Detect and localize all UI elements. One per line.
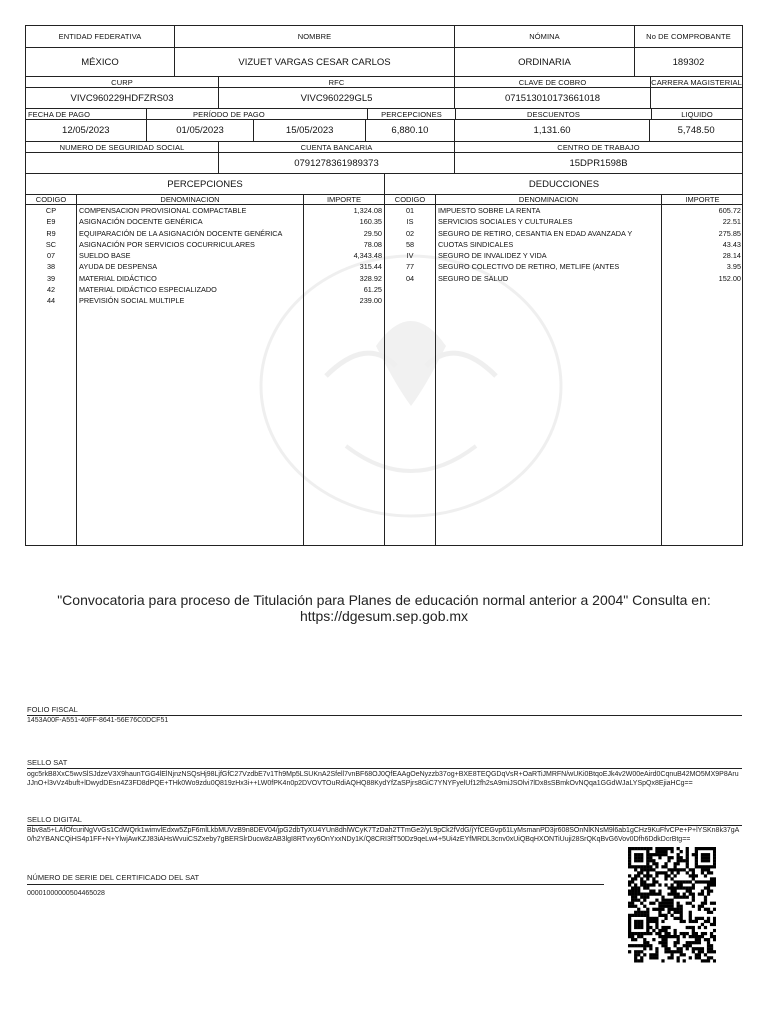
deduccion-codigo-cell: IV bbox=[406, 251, 414, 261]
percepcion-codigo-cell: 38 bbox=[46, 262, 56, 272]
percepcion-codigo-cell: SC bbox=[45, 239, 57, 249]
perc-codigo-header: CODIGO bbox=[26, 195, 76, 205]
header-row-3 bbox=[26, 77, 742, 88]
deduccion-importe-cell: 3.95 bbox=[726, 262, 741, 272]
percepcion-denominacion-cell: ASIGNACIÓN DOCENTE GENÉRICA bbox=[79, 217, 203, 227]
centro-value: 15DPR1598B bbox=[569, 157, 628, 169]
periodo-inicio-value: 01/05/2023 bbox=[147, 120, 255, 141]
percepciones-label: PERCEPCIONES bbox=[367, 109, 456, 119]
percepcion-codigo-cell: 42 bbox=[46, 285, 56, 295]
deduccion-codigo-cell: 77 bbox=[405, 262, 415, 272]
nombre-value: VIZUET VARGAS CESAR CARLOS bbox=[175, 48, 455, 76]
nomina-label: NÓMINA bbox=[455, 26, 635, 47]
periodo-pago-label: PERÍODO DE PAGO bbox=[193, 109, 265, 119]
descuentos-label: DESCUENTOS bbox=[456, 109, 652, 119]
nss-value bbox=[26, 153, 219, 173]
header-row-7 bbox=[26, 142, 742, 153]
percepcion-importe-cell: 29.50 bbox=[363, 228, 382, 238]
percepcion-importe-cell: 160.35 bbox=[359, 217, 382, 227]
deduccion-denominacion-cell: SERVICIOS SOCIALES Y CULTURALES bbox=[438, 217, 573, 227]
folio-fiscal-label: FOLIO FISCAL bbox=[27, 705, 78, 714]
ded-codigo-column bbox=[385, 195, 436, 545]
deduccion-importe-cell: 28.14 bbox=[722, 251, 741, 261]
percepcion-denominacion-cell: AYUDA DE DESPENSA bbox=[79, 262, 158, 272]
centro-label: CENTRO DE TRABAJO bbox=[557, 142, 640, 152]
deduccion-denominacion-cell: SEGURO DE SALUD bbox=[438, 273, 509, 283]
deduccion-codigo-cell: IS bbox=[406, 217, 414, 227]
header-row-1 bbox=[26, 26, 742, 48]
descuentos-value: 1,131.60 bbox=[455, 120, 650, 141]
perc-codigo-column bbox=[26, 195, 77, 545]
percepciones-title: PERCEPCIONES bbox=[26, 174, 384, 195]
deduccion-importe-cell: 152.00 bbox=[718, 273, 741, 283]
percepcion-codigo-cell: 07 bbox=[46, 251, 56, 261]
percepcion-denominacion-cell: PREVISIÓN SOCIAL MULTIPLE bbox=[79, 296, 185, 306]
certificado-value: 00001000000504465028 bbox=[27, 890, 105, 897]
nomina-value: ORDINARIA bbox=[455, 48, 635, 76]
deducciones-title: DEDUCCIONES bbox=[385, 174, 743, 195]
header-row-4 bbox=[26, 88, 742, 109]
deduccion-denominacion-cell: SEGURO DE INVALIDEZ Y VIDA bbox=[438, 251, 547, 261]
header-row-8 bbox=[26, 153, 742, 174]
curp-value: VIVC960229HDFZRS03 bbox=[26, 88, 219, 108]
cuenta-label: CUENTA BANCARIA bbox=[219, 142, 455, 152]
deduccion-importe-cell: 22.51 bbox=[722, 217, 741, 227]
percepcion-importe-cell: 1,324.08 bbox=[353, 206, 382, 215]
deduccion-denominacion-cell: SEGURO DE RETIRO, CESANTIA EN EDAD AVANZADA Y bbox=[438, 228, 633, 238]
sello-digital-label: SELLO DIGITAL bbox=[27, 815, 82, 824]
deduccion-denominacion-cell: IMPUESTO SOBRE LA RENTA bbox=[438, 206, 541, 215]
percepciones-panel bbox=[26, 174, 385, 545]
percepcion-codigo-cell: R9 bbox=[46, 228, 56, 238]
percepcion-codigo-cell: 44 bbox=[46, 296, 56, 306]
ded-codigo-header: CODIGO bbox=[385, 195, 435, 205]
notice-line-1: "Convocatoria para proceso de Titulación para Planes de educación normal anterior a 2004" Consulta en: bbox=[57, 592, 711, 608]
clave-cobro-value: 071513010173661018 bbox=[455, 88, 651, 108]
percepcion-denominacion-cell: ASIGNACIÓN POR SERVICIOS COCURRICULARES bbox=[79, 239, 255, 249]
curp-label: CURP bbox=[26, 77, 219, 87]
percepcion-denominacion-cell: COMPENSACION PROVISIONAL COMPACTABLE bbox=[79, 206, 247, 215]
deduccion-codigo-cell: 58 bbox=[405, 239, 415, 249]
percepcion-codigo-cell: E9 bbox=[46, 217, 56, 227]
carrera-label: CARRERA MAGISTERIAL bbox=[651, 77, 742, 87]
deduccion-codigo-cell: 02 bbox=[405, 228, 415, 238]
carrera-value bbox=[651, 88, 742, 108]
deduccion-codigo-cell: 01 bbox=[405, 206, 415, 215]
deducciones-panel bbox=[385, 174, 743, 545]
nombre-label: NOMBRE bbox=[175, 26, 455, 47]
certificado-divider bbox=[27, 884, 604, 885]
perc-importe-header: IMPORTE bbox=[304, 195, 384, 205]
header-row-2 bbox=[26, 48, 742, 77]
notice-link[interactable]: https://dgesum.sep.gob.mx bbox=[299, 608, 469, 624]
entidad-value: MÉXICO bbox=[26, 48, 175, 76]
percepcion-denominacion-cell: MATERIAL DIDÁCTICO bbox=[79, 273, 157, 283]
sello-sat-divider bbox=[27, 768, 742, 769]
entidad-label: ENTIDAD FEDERATIVA bbox=[26, 26, 175, 47]
sello-sat-label: SELLO SAT bbox=[27, 758, 68, 767]
clave-cobro-label: CLAVE DE COBRO bbox=[455, 77, 651, 87]
percepcion-denominacion-cell: EQUIPARACIÓN DE LA ASIGNACIÓN DOCENTE GENÉRICA bbox=[79, 228, 283, 238]
perc-denominacion-header: DENOMINACION bbox=[77, 195, 303, 205]
detail-section bbox=[26, 174, 742, 545]
cuenta-value: 0791278361989373 bbox=[219, 153, 455, 173]
percepcion-importe-cell: 239.00 bbox=[359, 296, 382, 306]
header-row-6 bbox=[26, 120, 742, 142]
ded-denominacion-header: DENOMINACION bbox=[436, 195, 661, 205]
deduccion-importe-cell: 275.85 bbox=[718, 228, 741, 238]
perc-denominacion-column bbox=[77, 195, 304, 545]
deduccion-denominacion-cell: SEGURO COLECTIVO DE RETIRO, METLIFE (ANTES bbox=[438, 262, 620, 272]
ded-importe-column bbox=[662, 195, 743, 545]
folio-fiscal-value: 1453A00F-A551-40FF-8641-56E76C0DCF51 bbox=[27, 717, 169, 724]
header-row-5 bbox=[26, 109, 742, 120]
certificado-label: NÚMERO DE SERIE DEL CERTIFICADO DEL SAT bbox=[27, 873, 200, 882]
percepcion-codigo-cell: 39 bbox=[46, 273, 56, 283]
percepciones-value: 6,880.10 bbox=[366, 120, 455, 141]
percepcion-importe-cell: 328.92 bbox=[359, 273, 382, 283]
fecha-pago-label: FECHA DE PAGO bbox=[26, 109, 147, 119]
percepcion-denominacion-cell: MATERIAL DIDÁCTICO ESPECIALIZADO bbox=[79, 285, 217, 295]
deduccion-codigo-cell: 04 bbox=[405, 273, 415, 283]
convocatoria-notice bbox=[40, 592, 728, 624]
percepcion-importe-cell: 78.08 bbox=[363, 239, 382, 249]
percepcion-denominacion-cell: SUELDO BASE bbox=[79, 251, 131, 261]
payroll-table bbox=[25, 25, 743, 546]
rfc-value: VIVC960229GL5 bbox=[219, 88, 455, 108]
rfc-label: RFC bbox=[219, 77, 455, 87]
deduccion-importe-cell: 43.43 bbox=[722, 239, 741, 249]
sello-digital-value: Bbv8a5+LAfOfcuriNgVvGs1CdWQrk1wimvlEdxw5ZpF6mlLkbMUVzB9n8DEV04/jpG2dbTyXU4YUn8dhlWCyK7TzDah2TTmGe2/yL9pCk2fVdG/jYfCEGvp61LyMsmanPD3jr608SOnNlKNsM9l6ab1gCHz9KuFfvCPe+P+lYSKn8k37gA0/h2YBANCQiHS4p1FF+N+YlwjAwKZJ83iAHsWvuiCSZxeby7gBERSlrDucw8zAB3lgI8RTvxy6OnYxxNDy1K/Q8CRI3fT50Dz9qeLw4+5Ui4zEYfMRDL3cnv0xUiQBqHXONTiUuji28SrQKqBvG6Vov0Dfh6DdkDcrBtg== bbox=[27, 827, 740, 843]
ded-importe-header: IMPORTE bbox=[662, 195, 743, 205]
periodo-fin-value: 15/05/2023 bbox=[254, 120, 366, 141]
qr-code bbox=[628, 847, 716, 963]
percepcion-codigo-cell: CP bbox=[45, 206, 57, 215]
deduccion-denominacion-cell: CUOTAS SINDICALES bbox=[438, 239, 514, 249]
liquido-label: LIQUIDO bbox=[681, 109, 713, 119]
perc-importe-column bbox=[304, 195, 384, 545]
sello-sat-value: ogc5rkB8XxC5wvSlSJdzeV3X9haunTGG4lElNjnzNSQsHj98LjfGfC27VzdbE7v1Th9Mp5LSUKnA2Sfell7vnBF68OJ0QfEAAgOeNyzzb37og+BXE8TEQGDqVsR+OaRTiJMRFN/wUKi0BtqoEJk4v2W00eAird0CqnuB42MO5MX9P8AruJJnO+l3vVz4buft+lDwydDEsn4Z3FD8dPQE+THk0Wo9zdu0Q819zHx3i++LW0fPK4n0p2DVOVTOuRdiAQHQ88KydYfZaSPjrs8GiC7YNYFyelUf12fh2sA9miJSOlvi7lDx8sSBmkOvNQqa1GGdWJaLYSpQx8EjiaHCg== bbox=[27, 771, 739, 787]
ded-denominacion-column bbox=[436, 195, 662, 545]
deduccion-importe-cell: 605.72 bbox=[718, 206, 741, 215]
liquido-value: 5,748.50 bbox=[677, 125, 715, 136]
comprobante-value: 189302 bbox=[672, 56, 705, 68]
percepcion-importe-cell: 4,343.48 bbox=[353, 251, 382, 261]
nss-label: NUMERO DE SEGURIDAD SOCIAL bbox=[26, 142, 219, 152]
percepcion-importe-cell: 315.44 bbox=[359, 262, 382, 272]
comprobante-label: No DE COMPROBANTE bbox=[646, 32, 731, 41]
percepcion-importe-cell: 61.25 bbox=[363, 285, 382, 295]
fecha-pago-value: 12/05/2023 bbox=[26, 120, 147, 141]
